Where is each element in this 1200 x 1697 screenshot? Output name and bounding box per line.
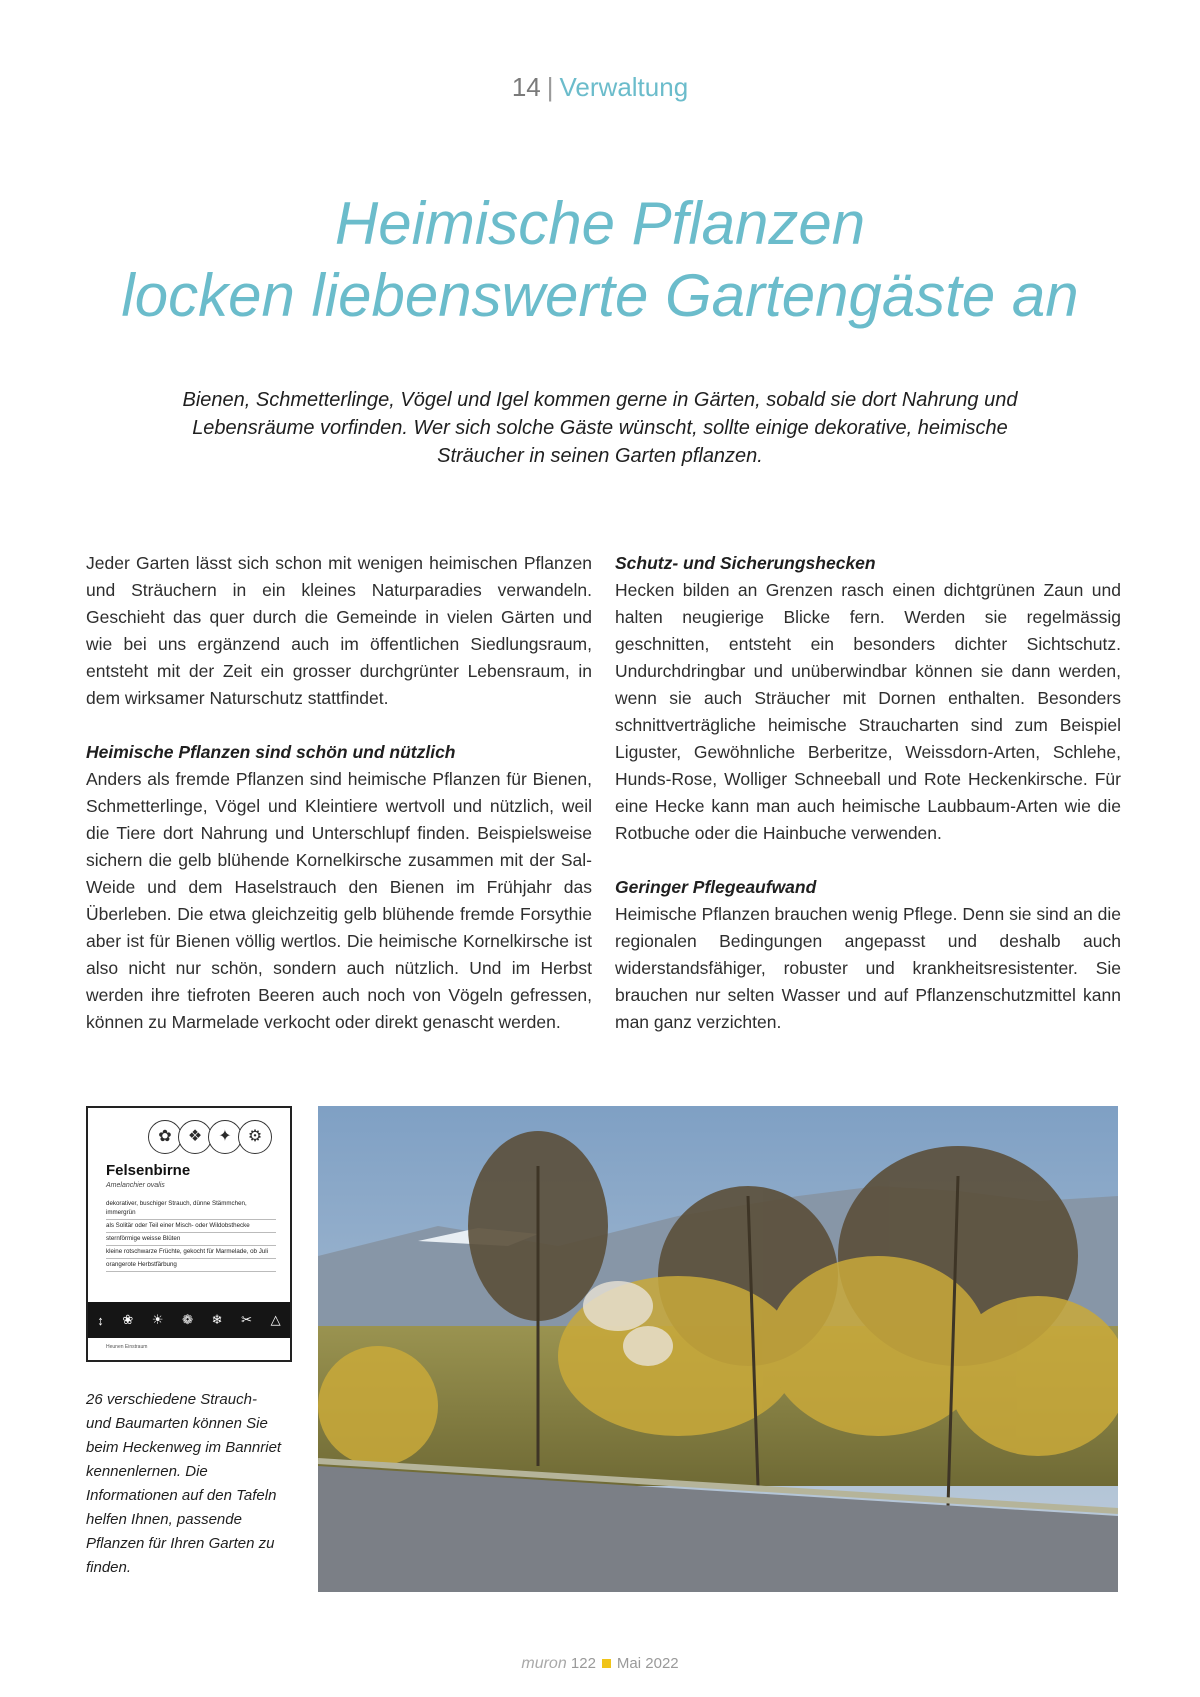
sign-line: dekorativer, buschiger Strauch, dünne Stämmchen, immergrün	[106, 1198, 276, 1220]
blossom-icon: ❄	[211, 1312, 223, 1327]
sign-line: sternförmige weisse Blüten	[106, 1233, 276, 1246]
bird-icon: ✦	[208, 1120, 242, 1154]
tool-icon: ✂	[241, 1312, 253, 1327]
magazine-brand: muron	[521, 1655, 567, 1672]
article-title	[0, 188, 1200, 332]
sign-line: als Solitär oder Teil einer Misch- oder Wildobsthecke	[106, 1220, 276, 1233]
sign-line: kleine rotschwarze Früchte, gekocht für Marmelade, ob Juli	[106, 1246, 276, 1259]
sun-icon: ☀	[151, 1312, 164, 1327]
header-separator: |	[546, 72, 554, 102]
section-heading: Schutz- und Sicherungshecken	[615, 553, 876, 573]
sign-description	[106, 1198, 276, 1272]
height-icon: ↕	[97, 1312, 104, 1328]
page-header	[0, 72, 1200, 103]
title-line-1: Heimische Pflanzen	[334, 190, 866, 257]
bee-icon: ❖	[178, 1120, 212, 1154]
issue-date: Mai 2022	[616, 1655, 679, 1672]
sign-line: orangerote Herbstfärbung	[106, 1259, 276, 1272]
sign-icon-row	[148, 1120, 268, 1156]
section-heading: Heimische Pflanzen sind schön und nützlich	[86, 742, 456, 762]
title-line-2: locken liebenswerte Gartengäste an	[121, 262, 1079, 329]
sprout-icon: ❀	[122, 1312, 134, 1327]
insect-icon: ✿	[148, 1120, 182, 1154]
hedge-photo	[318, 1106, 1118, 1592]
right-column	[615, 550, 1121, 1063]
sign-footer: Heunen Einstraum	[106, 1344, 148, 1350]
square-icon	[602, 1659, 611, 1668]
sign-icon-bar	[88, 1302, 290, 1338]
sign-plant-name: Felsenbirne	[106, 1162, 191, 1179]
flower-icon: ❁	[182, 1312, 194, 1327]
body-paragraph: Hecken bilden an Grenzen rasch einen dichtgrünen Zaun und halten neugierige Blicke fern. Werden sie regelmässig geschnitten, entsteht ein besonders dichter Sichtschutz. Undurchdringbar und unüberwindbar können sie dann werden, wenn sie auch Sträucher mit Dornen enthalten. Besonders schnittverträgliche heimische Straucharten sind zum Beispiel Liguster, Gewöhnliche Berberitze, Weissdorn-Arten, Schlehe, Hunds-Rose, Wolliger Schneeball und Rote Heckenkirsche. Für eine Hecke kann man auch heimische Laubbaum-Arten wie die Rotbuche oder die Hainbuche verwenden.	[615, 580, 1121, 843]
intro-paragraph: Jeder Garten lässt sich schon mit wenigen heimischen Pflanzen und Sträuchern in ein kleines Naturparadies verwandeln. Geschieht das quer durch die Gemeinde in vielen Gärten und wie bei uns ergänzend auch im öffentlichen Siedlungsraum, entsteht mit der Zeit ein grosser durchgrünter Lebensraum, in dem wirksamer Naturschutz stattfindet.	[86, 553, 592, 708]
hedge-landscape-image	[318, 1106, 1118, 1592]
section-heading: Geringer Pflegeaufwand	[615, 877, 817, 897]
hedgehog-icon: ⚙	[238, 1120, 272, 1154]
body-paragraph: Heimische Pflanzen brauchen wenig Pflege. Denn sie sind an die regionalen Bedingungen angepasst und deshalb auch widerstandsfähiger, robuster und krankheitsresistenter. Sie brauchen nur selten Wasser und auf Pflanzenschutzmittel kann man ganz verzichten.	[615, 904, 1121, 1032]
page-number: 14	[511, 72, 541, 102]
section-name: Verwaltung	[559, 72, 689, 102]
left-column	[86, 550, 592, 1063]
pot-icon: △	[270, 1312, 281, 1327]
article-lead: Bienen, Schmetterlinge, Vögel und Igel kommen gerne in Gärten, sobald sie dort Nahrung und Lebensräume vorfinden. Wer sich solche Gäste wünscht, sollte einige dekorative, heimische Sträucher in seinen Garten pflanzen.	[182, 389, 1018, 467]
issue-number: 122	[570, 1655, 596, 1672]
sign-latin-name: Amelanchier ovalis	[106, 1182, 165, 1189]
image-caption: 26 verschiedene Strauch- und Baumarten können Sie beim Heckenweg im Bannriet kennenlernen. Die Informationen auf den Tafeln helfen Ihnen, passende Pflanzen für Ihren Garten zu finden.	[86, 1391, 282, 1576]
body-paragraph: Anders als fremde Pflanzen sind heimische Pflanzen für Bienen, Schmetterlinge, Vögel und Kleintiere wertvoll und nützlich, weil die Tiere dort Nahrung und Unterschlupf finden. Beispielsweise sichern die gelb blühende Kornelkirsche zusammen mit der Sal-Weide und dem Haselstrauch den Bienen im Frühjahr das Überleben. Die etwa gleichzeitig gelb blühende fremde Forsythie aber ist für Bienen völlig wertlos. Die heimische Kornelkirsche ist also nicht nur schön, sondern auch nützlich. Und im Herbst werden ihre tiefroten Beeren auch noch von Vögeln gefressen, können zu Marmelade verkocht oder direkt genascht werden.	[86, 769, 592, 1032]
page-footer	[0, 1655, 1200, 1673]
plant-sign	[86, 1106, 292, 1362]
